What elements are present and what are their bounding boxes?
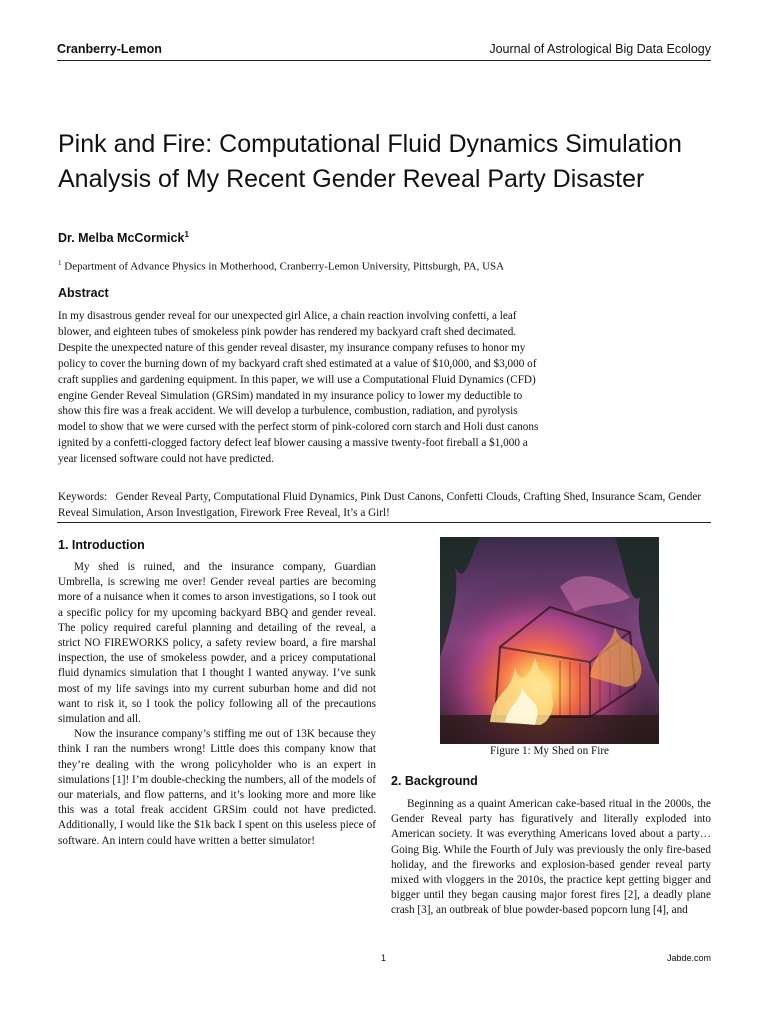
section1-heading: 1. Introduction: [58, 538, 145, 552]
page-header: [57, 42, 711, 61]
section1-paragraph: My shed is ruined, and the insurance company, Guardian Umbrella, is screwing me over! Gender reveal parties are becoming more of a nuisance when it comes to arson investigations, so I took out a specific policy for my upcoming backyard BBQ and gender reveal. The policy required careful planning and detailing of the reveal, a strict NO FIREWORKS policy, a safety review board, a fire marshal inspection, the use of smokeless powder, and a pricey computational fluid dynamics simulation that I thought I wanted anyway. I’ve sunk most of my life savings into my current suburban home and did not want to risk it, so I took the policy following all of the precautions simulation and all.: [58, 561, 376, 726]
section2-body: [391, 797, 711, 919]
page-number: 1: [381, 953, 387, 963]
section1-paragraph: Now the insurance company’s stiffing me out of 13K because they think I ran the numbers wrong! Little does this company know that they’re dealing with the wrong policyholder who is an expert in simulations [1]! I’m double-checking the numbers, all of the models of our materials, and flow patterns, and it’s looking more and more like this was a total freak accident GRSim could not have predicted. Additionally, I would like the $1k back I spent on this useless piece of software. An intern could have written a better simulator!: [58, 728, 376, 847]
author-name: Dr. Melba McCormick: [58, 231, 185, 246]
author-line: [58, 230, 189, 245]
section1-body: [58, 560, 376, 849]
author-sup: 1: [184, 230, 189, 239]
abstract-heading: Abstract: [58, 286, 109, 300]
shed-fire-illustration: [440, 537, 659, 744]
footer-site: Jabde.com: [666, 953, 711, 963]
keywords: [58, 490, 718, 522]
paper-title: Pink and Fire: Computational Fluid Dynamics Simulation Analysis of My Recent Gender Reveal Party Disaster: [58, 130, 682, 193]
keywords-label: Keywords:: [58, 491, 108, 503]
header-journal: Journal of Astrological Big Data Ecology: [489, 42, 711, 56]
affiliation-text: Department of Advance Physics in Motherhood, Cranberry-Lemon University, Pittsburgh, PA, USA: [61, 260, 505, 273]
keywords-text: Gender Reveal Party, Computational Fluid Dynamics, Pink Dust Canons, Confetti Clouds, Crafting Shed, Insurance Scam, Gender Reveal Simulation, Arson Investigation, Firework Free Reveal, It’s a Girl!: [58, 491, 702, 519]
header-university: Cranberry-Lemon: [57, 42, 162, 56]
section2-paragraph: Beginning as a quaint American cake-based ritual in the 2000s, the Gender Reveal party has figuratively and literally exploded into American society. It was everything Americans loved about a party…Going Big. While the Fourth of July was previously the only fire-based holiday, and the fireworks and explosion-based gender reveal party mixed with vloggers in the 2010s, the practice kept getting bigger and bigger until they began causing major forest fires [2], a deadly plane crash [3], an outbreak of blue powder-based popcorn lung [4], and: [391, 798, 711, 917]
figure-caption: Figure 1: My Shed on Fire: [489, 745, 610, 757]
section-divider: [57, 522, 711, 523]
abstract: [58, 309, 544, 468]
abstract-text: In my disastrous gender reveal for our unexpected girl Alice, a chain reaction involving confetti, a leaf blower, and eighteen tubes of smokeless pink powder has rendered my backyard craft shed decimated. Despite the unexpected nature of this gender reveal disaster, my insurance company refuses to honor my policy to cover the burning down of my backyard craft shed estimated at a value of $10,000, and $3,000 of craft supplies and gardening equipment. In this paper, we will use a Computational Fluid Dynamics (CFD) engine Gender Reveal Simulation (GRSim) mandated in my insurance policy to lower my deductible to show this fire was a freak accident. We will develop a turbulence, combustion, radiation, and pyrolysis model to show that we were cursed with the perfect storm of pink-colored corn starch and Holi dust canons ignited by a confetti-clogged factory defect leaf blower causing a massive twenty-foot fireball a $1,000 a year licensed software could not have predicted.: [58, 310, 539, 466]
figure-shed-fire-image: [440, 537, 659, 744]
affiliation-sup: 1: [58, 259, 62, 267]
affiliation: [58, 259, 504, 273]
section2-heading: 2. Background: [391, 774, 478, 788]
